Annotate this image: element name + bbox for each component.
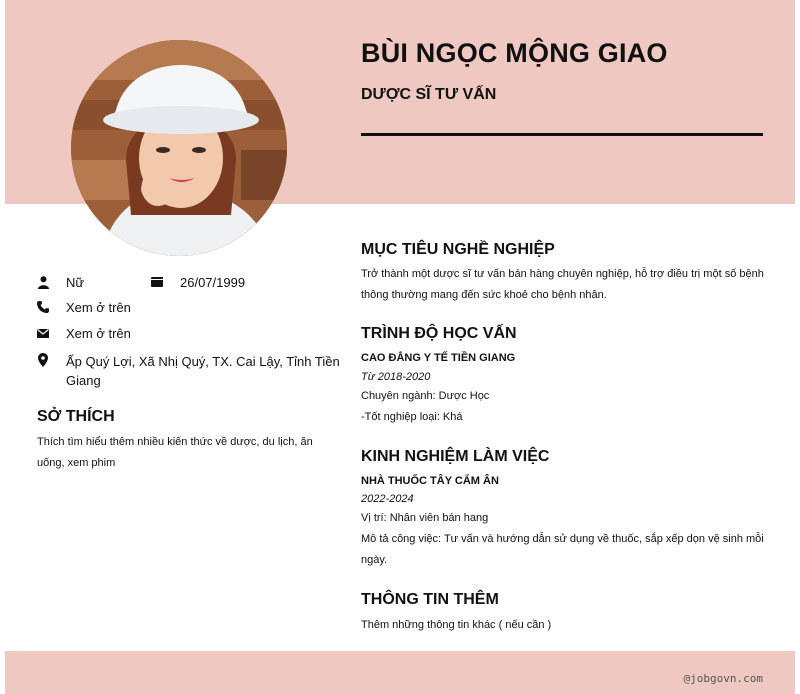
address-line-1: Ấp Quý Lợi, Xã Nhị Quý, TX. Cai Lậy, Tỉnh Tiền [66, 354, 340, 369]
gender-row [37, 275, 84, 290]
phone-row [37, 300, 131, 315]
candidate-title: DƯỢC SĨ TƯ VẤN [361, 86, 497, 103]
phone-icon [37, 300, 49, 314]
watermark-text: @jobgovn.com [683, 672, 763, 685]
phone-value: Xem ở trên [66, 300, 131, 315]
experience-company: NHÀ THUỐC TÂY CẨM ÂN [361, 475, 499, 487]
address-value [66, 352, 340, 390]
envelope-icon [37, 326, 49, 340]
experience-position: Vị trí: Nhân viên bán hang [361, 512, 489, 524]
footer-band [5, 651, 795, 694]
title-divider [361, 133, 763, 136]
experience-description [361, 529, 764, 571]
hobbies-heading: SỞ THÍCH [37, 408, 115, 425]
education-heading: TRÌNH ĐỘ HỌC VẤN [361, 325, 517, 342]
candidate-name: BÙI NGỌC MỘNG GIAO [361, 38, 668, 68]
gender-value: Nữ [66, 275, 85, 290]
education-period: Từ 2018-2020 [361, 371, 431, 383]
experience-period: 2022-2024 [361, 493, 414, 505]
address-line-2: Giang [66, 373, 101, 388]
hobbies-text [37, 432, 313, 474]
experience-desc-line-2: ngày. [361, 554, 388, 566]
hobbies-line-2: uống, xem phim [37, 457, 116, 469]
hobbies-line-1: Thích tìm hiểu thêm nhiều kiến thức về dược, du lịch, ăn [37, 436, 313, 448]
profile-photo-image [71, 40, 287, 256]
address-row [37, 352, 340, 390]
birthday-row [151, 275, 245, 290]
extra-info-text: Thêm những thông tin khác ( nếu cần ) [361, 619, 552, 631]
education-grade: -Tốt nghiệp loại: Khá [361, 411, 463, 423]
calendar-icon [151, 275, 163, 289]
person-icon [37, 275, 49, 289]
email-value: Xem ở trên [66, 326, 131, 341]
experience-heading: KINH NGHIỆM LÀM VIỆC [361, 448, 550, 465]
profile-photo [71, 40, 287, 256]
objective-text [361, 264, 764, 306]
education-major: Chuyên ngành: Dược Học [361, 390, 490, 402]
objective-line-1: Trở thành một dược sĩ tư vấn bán hàng chuyên nghiệp, hỗ trợ điều trị một số bệnh [361, 268, 764, 280]
birthday-value: 26/07/1999 [180, 275, 246, 290]
objective-heading: MỤC TIÊU NGHỀ NGHIỆP [361, 241, 555, 258]
email-row [37, 326, 131, 341]
education-school: CAO ĐẲNG Y TẾ TIỀN GIANG [361, 352, 516, 364]
extra-info-heading: THÔNG TIN THÊM [361, 591, 499, 608]
experience-desc-line-1: Mô tả công việc: Tư vấn và hướng dẫn sử dụng về thuốc, sắp xếp dọn vệ sinh mỗi [361, 533, 764, 545]
map-pin-icon [37, 352, 49, 368]
objective-line-2: thông thường mang đến sức khoẻ cho bệnh nhân. [361, 289, 607, 301]
